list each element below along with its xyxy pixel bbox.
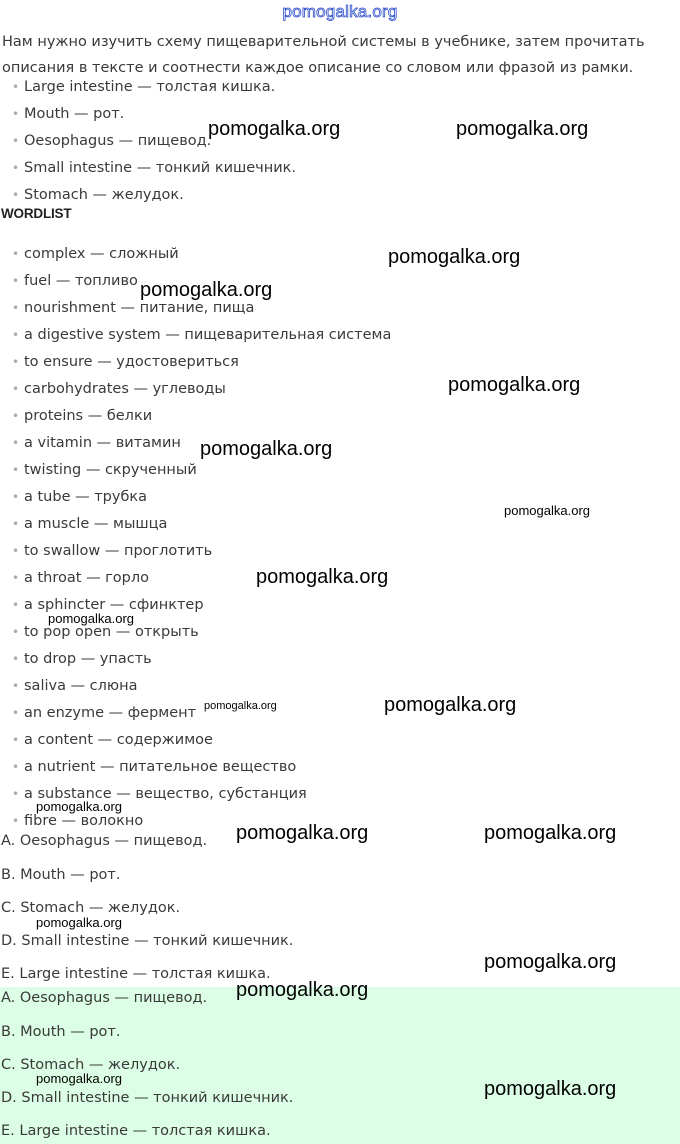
watermark: pomogalka.org <box>256 566 389 588</box>
answer-line: C. Stomach — желудок. <box>1 900 181 916</box>
site-logo[interactable]: pomogalka.org <box>282 2 398 21</box>
bullet-icon: • <box>12 409 20 423</box>
watermark: pomogalka.org <box>456 118 589 140</box>
bullet-icon: • <box>12 436 20 450</box>
list-item: • Stomach — желудок. <box>12 182 296 209</box>
list-item: • Small intestine — тонкий кишечник. <box>12 155 296 182</box>
bullet-icon: • <box>12 814 20 828</box>
bullet-icon: • <box>12 247 20 261</box>
bullet-icon: • <box>12 301 20 315</box>
answer-line: B. Mouth — рот. <box>1 867 121 883</box>
watermark: pomogalka.org <box>204 700 277 712</box>
answer-line: E. Large intestine — толстая кишка. <box>1 966 271 982</box>
list-item: • to pop open — открыть <box>12 619 391 646</box>
bullet-icon: • <box>12 625 20 639</box>
list-item: • a throat — горло <box>12 565 391 592</box>
list-item: • an enzyme — фермент <box>12 700 391 727</box>
answer-line: E. Large intestine — толстая кишка. <box>1 1123 271 1139</box>
list-item: • to swallow — проглотить <box>12 538 391 565</box>
watermark: pomogalka.org <box>504 503 590 518</box>
watermark: pomogalka.org <box>208 118 341 140</box>
watermark: pomogalka.org <box>384 694 517 716</box>
answer-line: A. Oesophagus — пищевод. <box>1 833 208 849</box>
bullet-icon: • <box>12 760 20 774</box>
list-item: • carbohydrates — углеводы <box>12 376 391 403</box>
wordlist-heading: WORDLIST <box>1 206 72 221</box>
bullet-icon: • <box>12 188 20 202</box>
watermark: pomogalka.org <box>236 822 369 844</box>
list-item: • nourishment — питание, пища <box>12 295 391 322</box>
list-item: • fuel — топливо <box>12 268 391 295</box>
list-item: • a muscle — мышца <box>12 511 391 538</box>
answer-highlight-box <box>0 987 680 1144</box>
answer-line: A. Oesophagus — пищевод. <box>1 990 208 1006</box>
bullet-icon: • <box>12 80 20 94</box>
bullet-icon: • <box>12 733 20 747</box>
list-item: • Large intestine — толстая кишка. <box>12 74 296 101</box>
bullet-icon: • <box>12 652 20 666</box>
list-item: • a nutrient — питательное вещество <box>12 754 391 781</box>
list-item: • a vitamin — витамин <box>12 430 391 457</box>
list-item: • Mouth — рот. <box>12 101 296 128</box>
watermark: pomogalka.org <box>484 951 617 973</box>
list-item: • twisting — скрученный <box>12 457 391 484</box>
bullet-icon: • <box>12 706 20 720</box>
list-item: • saliva — слюна <box>12 673 391 700</box>
bullet-icon: • <box>12 274 20 288</box>
intro-text: Нам нужно изучить схему пищеварительной системы в учебнике, затем прочитать описания в тексте и соотнести каждое описание со словом или фразой из рамки. <box>2 34 645 76</box>
watermark: pomogalka.org <box>448 374 581 396</box>
answer-line: D. Small intestine — тонкий кишечник. <box>1 1090 294 1106</box>
bullet-icon: • <box>12 571 20 585</box>
list-item: • to drop — упасть <box>12 646 391 673</box>
bullet-icon: • <box>12 598 20 612</box>
answer-line: B. Mouth — рот. <box>1 1024 121 1040</box>
watermark: pomogalka.org <box>200 438 333 460</box>
list-item: • a sphincter — сфинктер <box>12 592 391 619</box>
bullet-icon: • <box>12 134 20 148</box>
watermark: pomogalka.org <box>388 246 521 268</box>
bullet-icon: • <box>12 517 20 531</box>
organ-list <box>12 74 296 209</box>
watermark: pomogalka.org <box>236 979 369 1001</box>
watermark: pomogalka.org <box>36 915 122 930</box>
bullet-icon: • <box>12 679 20 693</box>
bullet-icon: • <box>12 787 20 801</box>
answer-line: C. Stomach — желудок. <box>1 1057 181 1073</box>
watermark: pomogalka.org <box>484 822 617 844</box>
list-item: • to ensure — удостовериться <box>12 349 391 376</box>
list-item: • a substance — вещество, субстанция <box>12 781 391 808</box>
list-item: • a tube — трубка <box>12 484 391 511</box>
bullet-icon: • <box>12 382 20 396</box>
list-item: • complex — сложный <box>12 241 391 268</box>
bullet-icon: • <box>12 355 20 369</box>
watermark: pomogalka.org <box>36 1071 122 1086</box>
answer-line: D. Small intestine — тонкий кишечник. <box>1 933 294 949</box>
bullet-icon: • <box>12 107 20 121</box>
list-item: • a digestive system — пищеварительная система <box>12 322 391 349</box>
list-item: • proteins — белки <box>12 403 391 430</box>
list-item: • Oesophagus — пищевод. <box>12 128 296 155</box>
watermark: pomogalka.org <box>484 1078 617 1100</box>
wordlist <box>12 241 391 835</box>
list-item: • fibre — волокно <box>12 808 391 835</box>
bullet-icon: • <box>12 328 20 342</box>
list-item: • a content — содержимое <box>12 727 391 754</box>
bullet-icon: • <box>12 161 20 175</box>
bullet-icon: • <box>12 544 20 558</box>
watermark: pomogalka.org <box>36 799 122 814</box>
watermark: pomogalka.org <box>140 279 273 301</box>
watermark: pomogalka.org <box>48 611 134 626</box>
bullet-icon: • <box>12 463 20 477</box>
bullet-icon: • <box>12 490 20 504</box>
